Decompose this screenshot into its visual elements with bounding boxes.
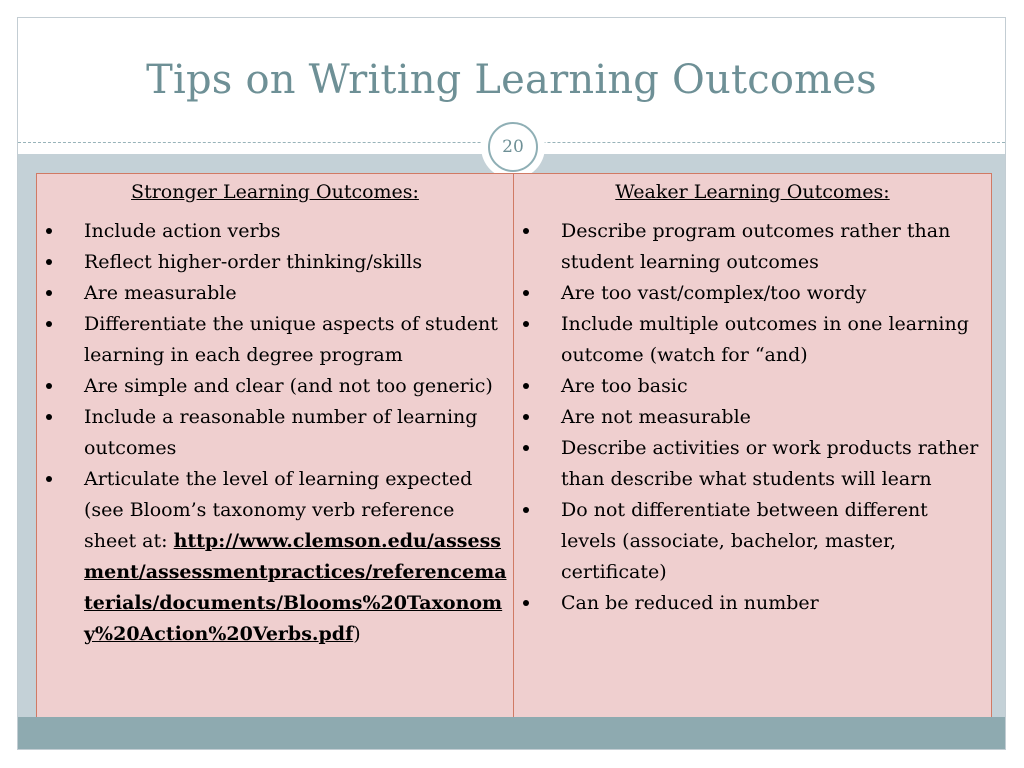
bullet-icon xyxy=(523,321,529,327)
list-item xyxy=(514,433,991,495)
slide xyxy=(17,17,1006,750)
list-item-text: Articulate the level of learning expected (see Bloom’s taxonomy verb reference sheet at: xyxy=(84,468,473,552)
stronger-outcomes-column xyxy=(37,174,514,724)
list-item xyxy=(37,216,513,247)
bullet-icon xyxy=(523,383,529,389)
list-item-suffix: ) xyxy=(353,623,361,645)
list-item-text: Are not measurable xyxy=(561,406,751,428)
bullet-icon xyxy=(523,414,529,420)
bullet-icon xyxy=(46,383,52,389)
bullet-icon xyxy=(523,290,529,296)
bullet-icon xyxy=(523,445,529,451)
comparison-table xyxy=(36,173,992,725)
list-item-text: Are too vast/complex/too wordy xyxy=(561,282,867,304)
list-item xyxy=(514,371,991,402)
list-item-text: Differentiate the unique aspects of student learning in each degree program xyxy=(84,313,498,366)
list-item-text: Do not differentiate between different levels (associate, bachelor, master, certificate) xyxy=(561,499,928,583)
list-item-text: Are too basic xyxy=(561,375,688,397)
bullet-icon xyxy=(523,600,529,606)
bullet-icon xyxy=(46,290,52,296)
stronger-outcomes-list xyxy=(37,216,513,650)
list-item-text: Include multiple outcomes in one learning outcome (watch for “and) xyxy=(561,313,969,366)
list-item xyxy=(514,402,991,433)
bullet-icon xyxy=(46,414,52,420)
bullet-icon xyxy=(46,321,52,327)
slide-number-badge: 20 xyxy=(488,122,538,172)
list-item xyxy=(514,495,991,588)
list-item xyxy=(514,309,991,371)
list-item xyxy=(514,278,991,309)
list-item-text: Can be reduced in number xyxy=(561,592,819,614)
bullet-icon xyxy=(523,507,529,513)
blooms-taxonomy-link[interactable]: http://www.clemson.edu/assessment/assessmentpractices/referencematerials/documents/Blooms%20Taxonomy%20Action%20Verbs.pdf xyxy=(84,530,507,645)
list-item-text: Are measurable xyxy=(84,282,237,304)
list-item xyxy=(37,309,513,371)
bullet-icon xyxy=(46,476,52,482)
slide-title: Tips on Writing Learning Outcomes xyxy=(146,57,877,103)
list-item-text: Include action verbs xyxy=(84,220,281,242)
list-item xyxy=(37,278,513,309)
list-item xyxy=(514,588,991,619)
list-item xyxy=(37,247,513,278)
bullet-icon xyxy=(46,259,52,265)
list-item-text: Are simple and clear (and not too generic) xyxy=(84,375,493,397)
list-item xyxy=(514,216,991,278)
list-item xyxy=(37,464,513,650)
list-item-text: Describe program outcomes rather than student learning outcomes xyxy=(561,220,951,273)
list-item-text: Describe activities or work products rather than describe what students will learn xyxy=(561,437,979,490)
bullet-icon xyxy=(523,228,529,234)
list-item-text: Reflect higher-order thinking/skills xyxy=(84,251,423,273)
stronger-outcomes-header: Stronger Learning Outcomes: xyxy=(131,181,419,203)
weaker-outcomes-column xyxy=(514,174,991,724)
bullet-icon xyxy=(46,228,52,234)
list-item xyxy=(37,402,513,464)
weaker-outcomes-header: Weaker Learning Outcomes: xyxy=(615,181,890,203)
weaker-outcomes-list xyxy=(514,216,991,619)
list-item xyxy=(37,371,513,402)
list-item-text: Include a reasonable number of learning outcomes xyxy=(84,406,478,459)
footer-band xyxy=(18,717,1005,750)
